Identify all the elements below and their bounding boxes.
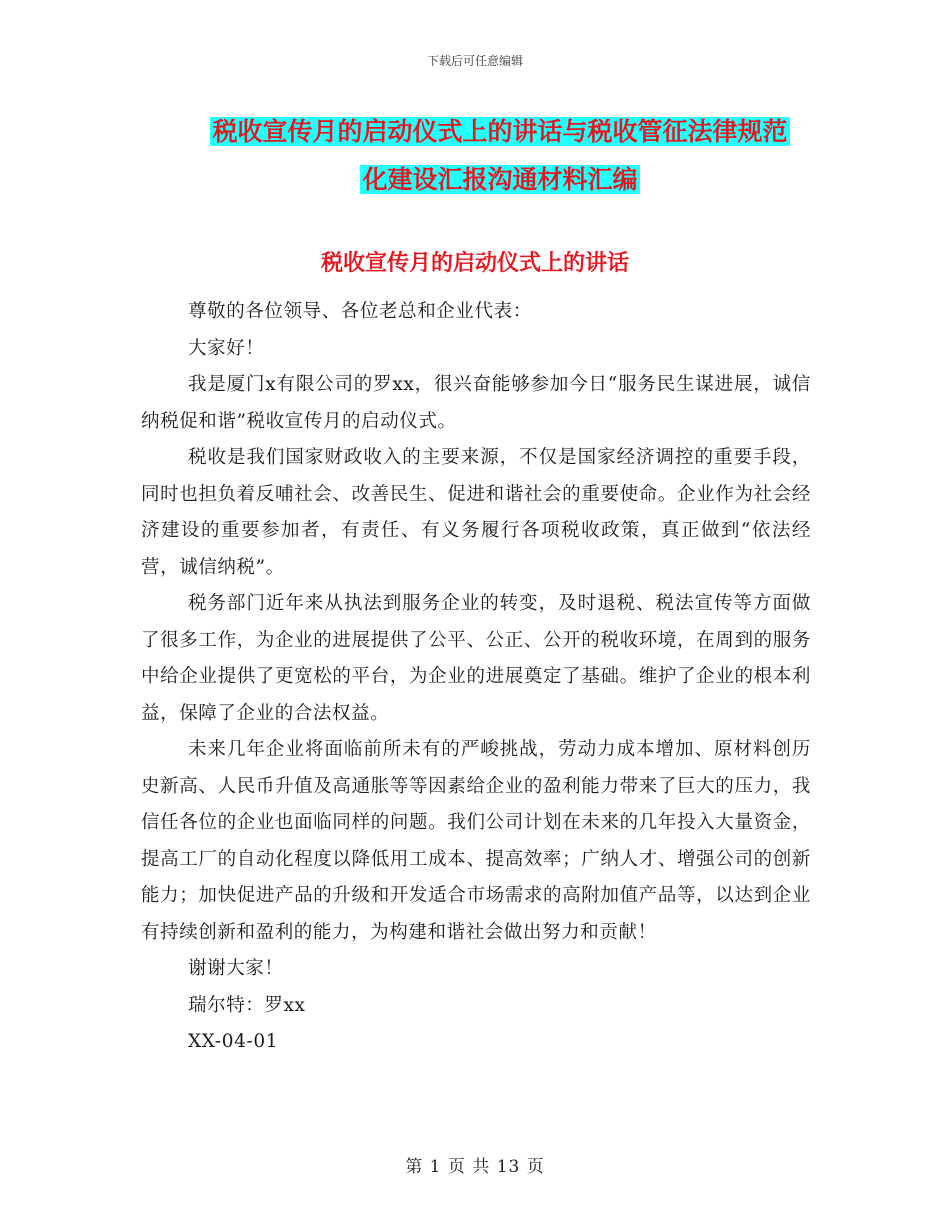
paragraph-signature: 瑞尔特：罗xx bbox=[188, 994, 306, 1016]
title-line-1: 税收宣传月的启动仪式上的讲话与税收管征法律规范 bbox=[212, 117, 788, 146]
paragraph-date: XX-04-01 bbox=[188, 1031, 279, 1052]
title-line-2: 化建设汇报沟通材料汇编 bbox=[362, 165, 638, 194]
paragraph-future-plans: 未来几年企业将面临前所未有的严峻挑战，劳动力成本增加、原材料创历史新高、人民币升值及高通胀等等因素给企业的盈利能力带来了巨大的压力，我信任各位的企业也面临同样的问题。我们公司计划在未来的几年投入大量资金，提高工厂的自动化程度以降低用工成本、提高效率；广纳人才、增强公司的创新能力；加快促进产品的升级和开发适合市场需求的高附加值产品等，以达到企业有持续创新和盈利的能力，为构建和谐社会做出努力和贡献！ bbox=[141, 739, 811, 943]
header-note: 下载后可任意编辑 bbox=[426, 54, 523, 68]
page-indicator: 第 1 页 共 13 页 bbox=[405, 1157, 545, 1177]
paragraph-tax-importance: 税收是我们国家财政收入的主要来源，不仅是国家经济调控的重要手段，同时也担负着反哺社会、改善民生、促进和谐社会的重要使命。企业作为社会经济建设的重要参加者，有责任、有义务履行各项税收政策，真正做到“依法经营，诚信纳税”。 bbox=[141, 447, 811, 578]
speech-body bbox=[141, 294, 811, 1061]
paragraph-intro: 我是厦门x有限公司的罗xx，很兴奋能够参加今日“服务民生谋进展，诚信纳税促和谐”税收宣传月的启动仪式。 bbox=[141, 374, 811, 432]
paragraph-thanks: 谢谢大家！ bbox=[188, 958, 284, 979]
paragraph-tax-department: 税务部门近年来从执法到服务企业的转变，及时退税、税法宣传等方面做了很多工作，为企业的进展提供了公平、公正、公开的税收环境，在周到的服务中给企业提供了更宽松的平台，为企业的进展奠定了基础。维护了企业的根本利益，保障了企业的合法权益。 bbox=[141, 593, 811, 724]
paragraph-salutation: 尊敬的各位领导、各位老总和企业代表： bbox=[188, 301, 532, 322]
document-title bbox=[130, 108, 870, 204]
section-title: 税收宣传月的启动仪式上的讲话 bbox=[320, 251, 629, 276]
paragraph-greeting: 大家好！ bbox=[188, 337, 265, 359]
